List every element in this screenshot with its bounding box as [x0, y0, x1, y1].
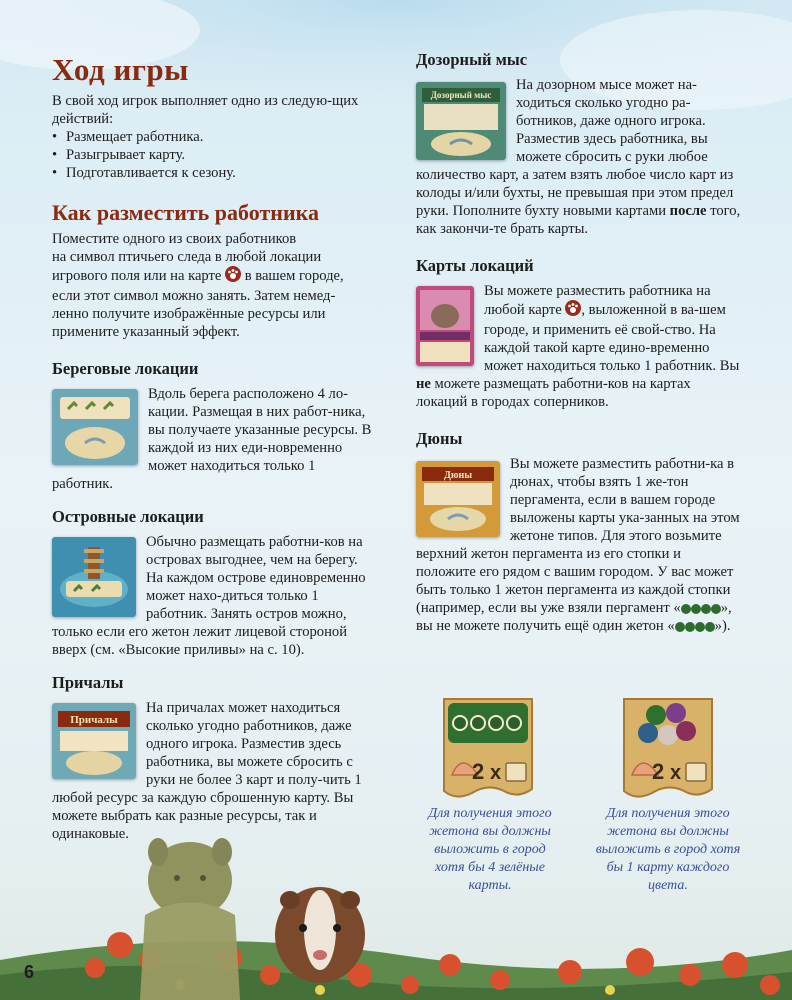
island-title: Островные локации: [52, 507, 204, 526]
list-item: • Размещает работника.: [52, 128, 374, 146]
island-text: Обычно размещать работни-ков на островах выгоднее, чем на берегу. На каждом острове единовременно может нахо-диться только 1 работник. Занять остров можно, только если его жетон лежит лицевой стороной вверх (см. «Высокие приливы» на с. 10).: [52, 534, 366, 658]
location-card-image: [416, 286, 474, 366]
parchment-icon: [686, 763, 706, 781]
place-worker-title: Как разместить работника: [52, 200, 319, 225]
parchment-icon: [506, 763, 526, 781]
parchment-token-green: [438, 693, 538, 806]
place-worker-line: игрового поля или на карте: [52, 267, 222, 284]
location-cards-text-part: можете размещать работни-ков на картах локаций в городах соперников.: [416, 376, 691, 410]
page-number: 6: [24, 962, 35, 982]
turn-actions-list: [52, 128, 374, 182]
statue: [140, 838, 240, 1000]
coastal-text: Вдоль берега расположено 4 ло-кации. Размещая в них работ-ника, вы получаете указанные ресурсы. В каждой из них еди-новременно может находиться только 1 работник.: [52, 386, 372, 492]
lookout-text-part: того, как закончи-те брать карты.: [416, 203, 741, 237]
token-multiplier: x: [670, 762, 682, 784]
location-cards-text-part: Вы можете разместить работника на любой карте: [484, 283, 711, 318]
piers-section: [52, 699, 374, 843]
coastal-section: [52, 385, 374, 493]
place-worker-line: ленно получите изображённые ресурсы или: [52, 306, 326, 322]
left-column: [52, 52, 374, 843]
token-cost: 2: [652, 759, 665, 784]
place-worker-line: примените указанный эффект.: [52, 324, 240, 340]
place-worker-line: Поместите одного из своих работников: [52, 231, 297, 247]
list-item: • Подготавливается к сезону.: [52, 164, 374, 182]
dunes-section: [416, 455, 741, 635]
badger: [275, 887, 365, 983]
dunes-title: Дюны: [416, 429, 463, 448]
location-cards-section: [416, 282, 741, 411]
piers-text: На причалах может находиться сколько угодно работников, даже одного игрока. Разместив здесь работника, вы можете сбросить с руки не более 3 карт и полу-чить 1 любой ресурс за каждую сброшенную карту. Вы можете выбрать как разные ресурсы, так и одинаковые.: [52, 700, 362, 842]
dunes-text-part: »).: [714, 618, 731, 634]
dunes-text-part: », вы не можете получить ещё один жетон «: [416, 600, 732, 634]
piers-title: Причалы: [52, 673, 124, 692]
lookout-card-label: Дозорный мыс: [430, 90, 492, 100]
location-cards-text-bold: не: [416, 376, 431, 392]
piers-location-image: [52, 703, 136, 779]
location-cards-title: Карты локаций: [416, 256, 534, 275]
lookout-text-part: На дозорном мысе может на-ходиться сколько угодно ра-ботников, даже одного игрока. Разместив здесь работника, вы можете сбросить с руки любое количество карт, а затем взять любое число карт из колоды и/или бухты, не превышая при этом предел руки. Пополните бухту новыми картами: [416, 77, 734, 219]
island-location-image: [52, 537, 136, 617]
place-worker-text: [52, 230, 374, 341]
lookout-text-bold: после: [669, 203, 707, 219]
coastal-location-image: [52, 389, 138, 465]
token-caption-green: Для получения этого жетона вы должны выложить в город хотя бы 4 зелёные карты.: [428, 806, 552, 893]
place-worker-line: на символ птичьего следа в любой локации: [52, 249, 322, 265]
right-column: [416, 50, 741, 635]
piers-card-label: Причалы: [70, 714, 118, 726]
island-section: [52, 533, 374, 659]
dunes-text-part: Вы можете разместить работни-ка в дюнах, чтобы взять 1 же-тон пергамента, если в вашем городе выложены карты ука-занных на этом жетоне типов. Для этого возьмите верхний жетон пергамента из его стопки и положите его рядом с вашим городом. У вас может быть только 1 жетон пергамента из каждой стопки (например, если вы уже взяли пергамент «: [416, 456, 740, 616]
location-cards-text-part: , выложенной в ва-шем городе, и применить её свой-ство. На каждой такой карте едино-временно может находиться только 1 работник. Вы: [484, 301, 740, 374]
token-multiplier: x: [490, 762, 502, 784]
place-worker-line: в вашем городе,: [244, 267, 344, 284]
lookout-section: [416, 76, 741, 238]
parchment-token-multicolor: [618, 693, 718, 806]
scroll-green-icon: [675, 620, 715, 634]
token-caption-multicolor: Для получения этого жетона вы должны выложить в город хотя бы 1 карту каждого цвета.: [595, 806, 741, 893]
list-item: • Разыгрывает карту.: [52, 146, 374, 164]
lookout-title: Дозорный мыс: [416, 50, 528, 69]
coastal-title: Береговые локации: [52, 359, 199, 378]
paw-icon: [225, 266, 241, 287]
turn-intro: В свой ход игрок выполняет одно из следую-щих действий:: [52, 93, 359, 127]
token-cost: 2: [472, 759, 485, 784]
scroll-green-icon: [681, 602, 721, 616]
dunes-card-label: Дюны: [443, 470, 473, 481]
lookout-location-image: [416, 82, 506, 160]
scroll-green-icon-group: [675, 620, 715, 634]
dunes-location-image: [416, 461, 500, 537]
paw-icon: [565, 300, 581, 321]
scroll-green-icon-group: [681, 602, 721, 616]
place-worker-line: если этот символ можно занять. Затем немед-: [52, 288, 336, 304]
turn-title: Ход игры: [52, 52, 189, 87]
